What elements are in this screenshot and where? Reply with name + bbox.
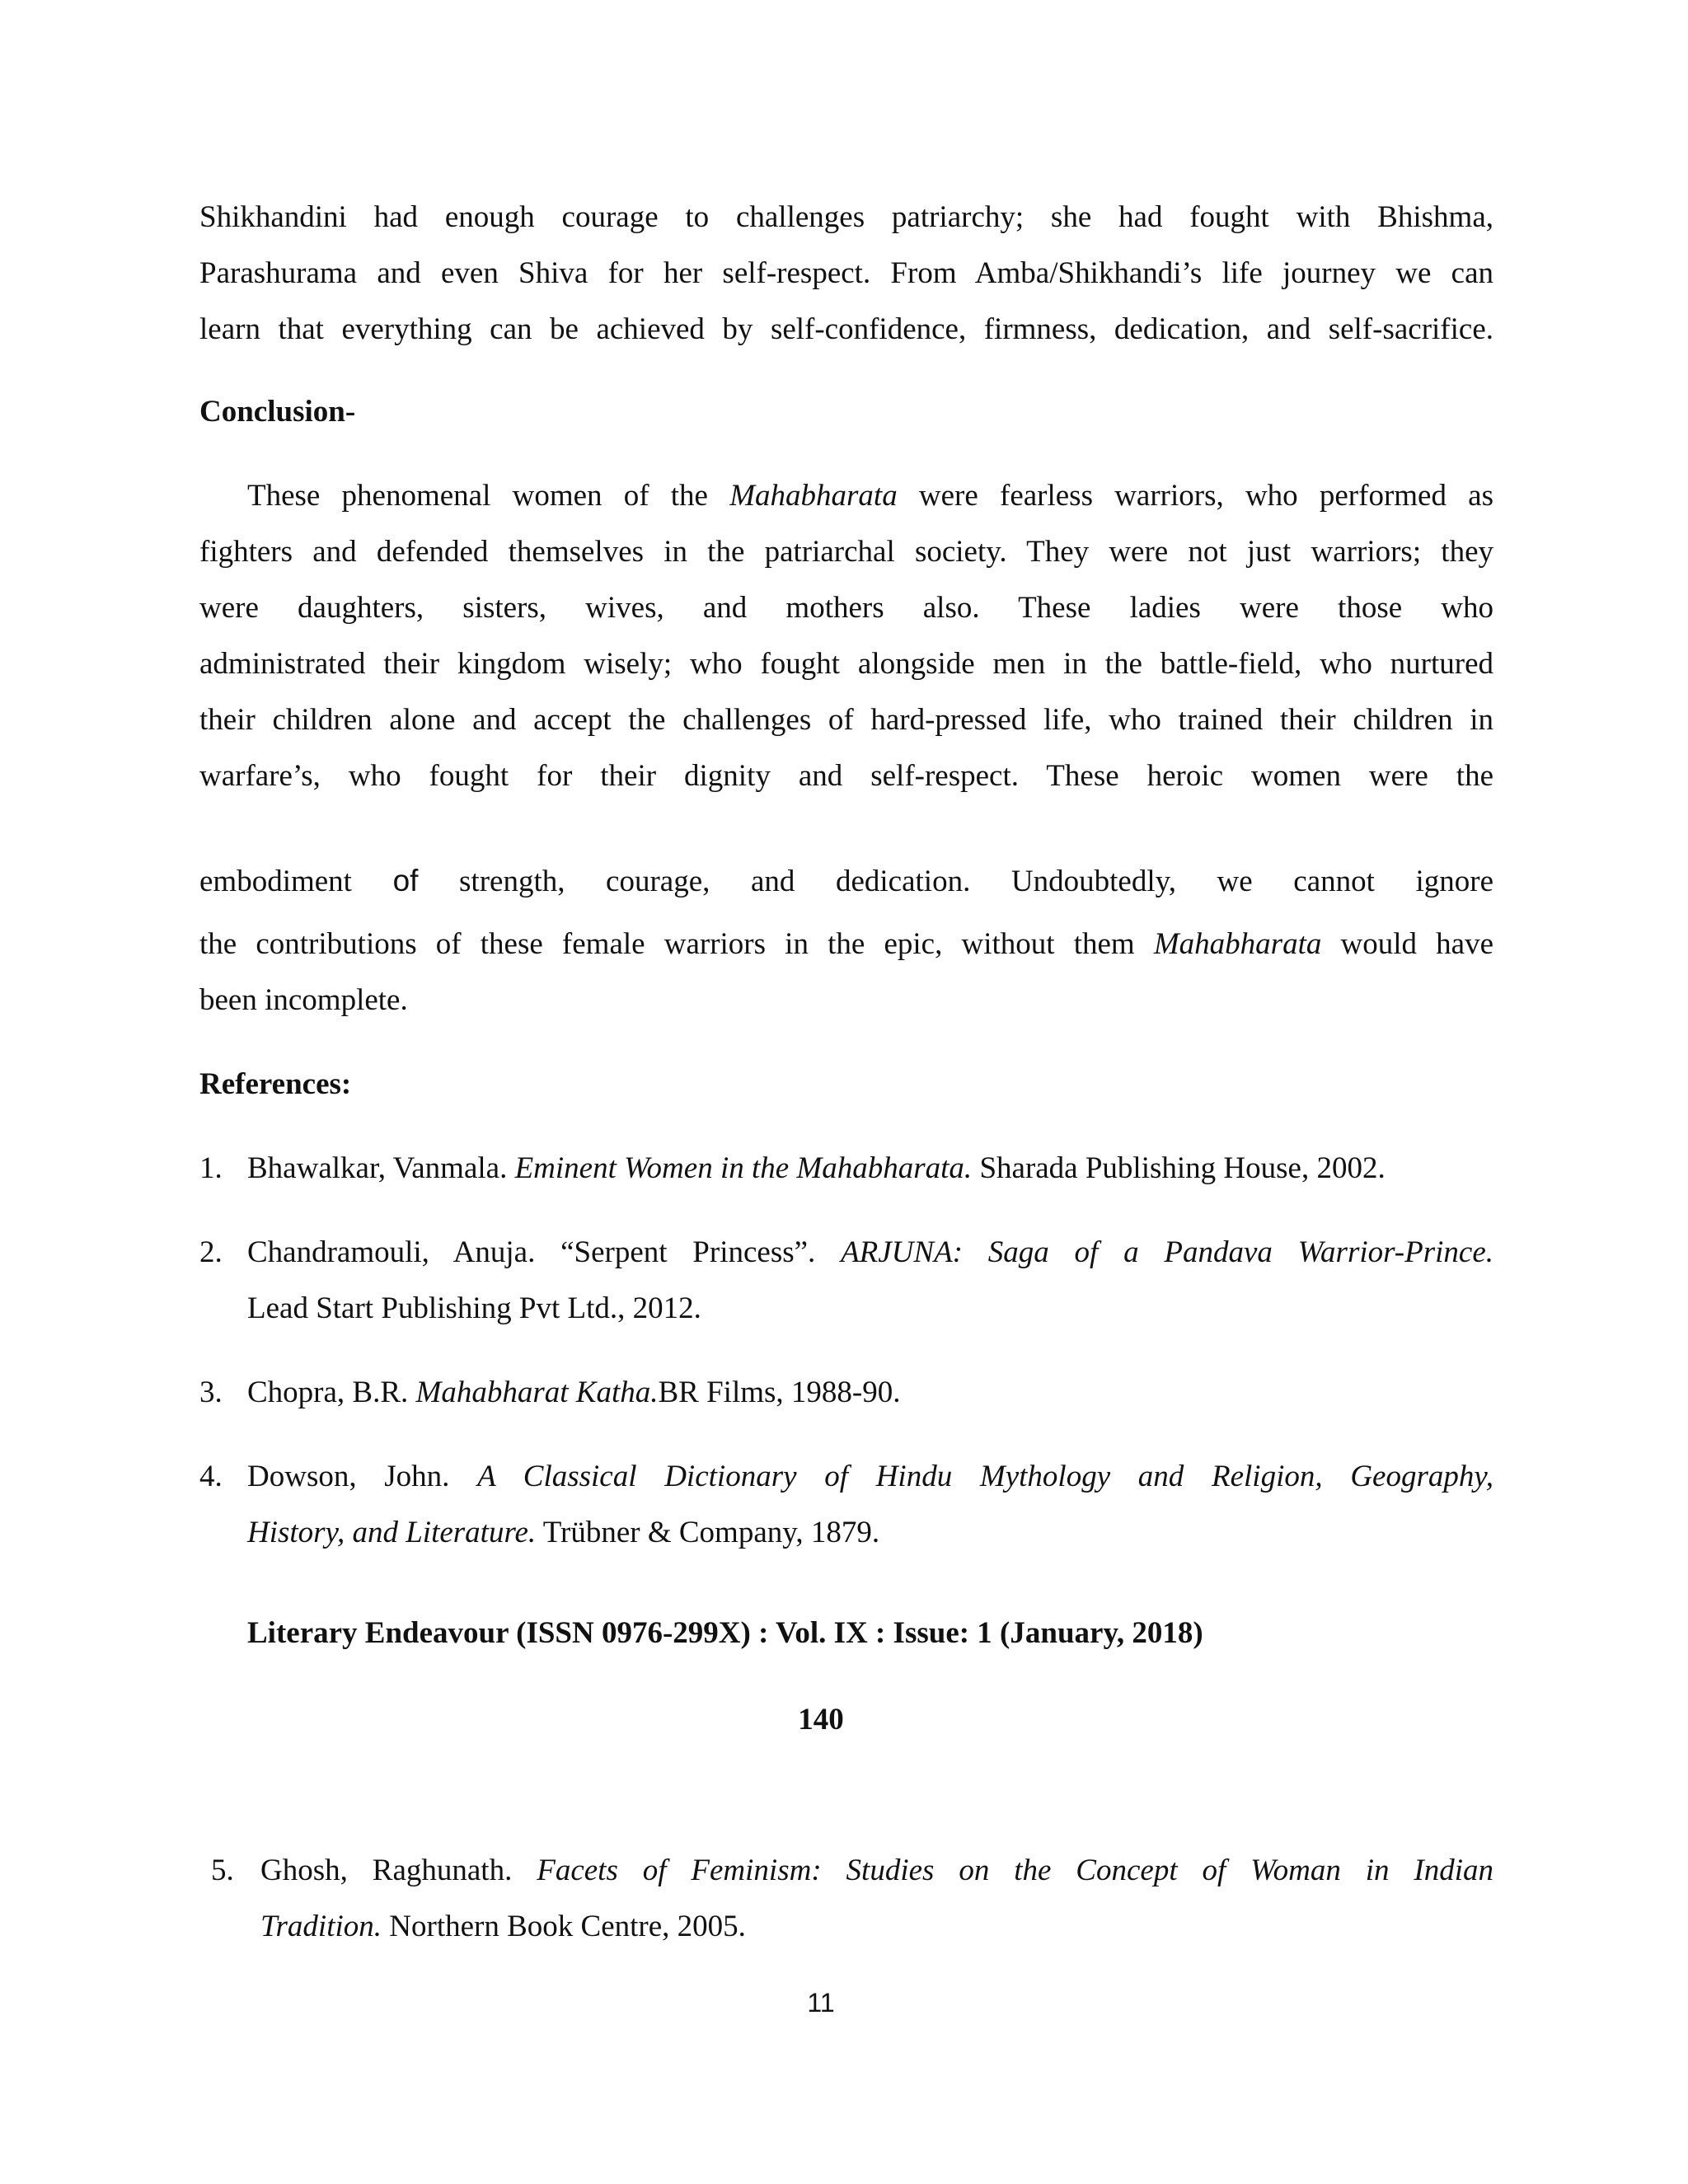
conclusion-line-7-text — [199, 864, 1493, 899]
conclusion-line-7 — [199, 864, 1493, 899]
epic-title: Mahabharata — [729, 479, 898, 513]
intro-line-2 — [199, 255, 1493, 291]
reference-5 — [260, 1853, 1493, 1888]
journal-citation: Literary Endeavour (ISSN 0976-299X) : Vol. IX : Issue: 1 (January, 2018) — [247, 1616, 1203, 1650]
conclusion-line-4 — [199, 646, 1493, 682]
intro-line-3 — [199, 312, 1493, 347]
conclusion-line-9-text: been incomplete. — [199, 983, 408, 1017]
reference-4 — [247, 1459, 1493, 1494]
reference-number: 1. — [199, 1151, 223, 1185]
page-number: 11 — [807, 1988, 835, 2018]
conclusion-line-3 — [199, 590, 1493, 626]
epic-title: Mahabharata — [1153, 927, 1322, 961]
conclusion-text: would have — [1321, 927, 1493, 961]
reference-author: Chopra, B.R. — [247, 1376, 416, 1409]
reference-1 — [247, 1151, 1386, 1186]
reference-number: 3. — [199, 1376, 223, 1409]
conclusion-line-4-text: administrated their kingdom wisely; who fought alongside men in the battle-field, who nurtured — [199, 647, 1493, 681]
intro-line-1-text: Shikhandini had enough courage to challenges patriarchy; she had fought with Bhishma, — [199, 200, 1493, 234]
reference-author: Dowson, John. — [247, 1460, 478, 1493]
reference-title: Mahabharat Katha. — [415, 1376, 659, 1409]
conclusion-line-2 — [199, 534, 1493, 569]
conclusion-line-6-text: warfare’s, who fought for their dignity and self-respect. These heroic women were the — [199, 759, 1493, 793]
reference-title: Facets of Feminism: Studies on the Concept of Woman in Indian — [537, 1854, 1493, 1887]
reference-title: ARJUNA: Saga of a Pandava Warrior-Prince. — [841, 1235, 1493, 1269]
references-heading: References: — [199, 1067, 352, 1101]
conclusion-text: These phenomenal women of the — [247, 479, 730, 513]
reference-5-line-2 — [260, 1909, 746, 1944]
reference-number: 4. — [199, 1460, 223, 1493]
conclusion-line-3-text: were daughters, sisters, wives, and mothers also. These ladies were those who — [199, 591, 1493, 625]
reference-5-line-1 — [260, 1853, 1493, 1888]
conclusion-text: the contributions of these female warriors in the epic, without them — [199, 927, 1154, 961]
reference-2-line-2: Lead Start Publishing Pvt Ltd., 2012. — [247, 1291, 701, 1325]
conclusion-line-5-text: their children alone and accept the challenges of hard-pressed life, who trained their children in — [199, 703, 1493, 737]
reference-publisher: Northern Book Centre, 2005. — [382, 1910, 746, 1943]
conclusion-line-8-text — [199, 926, 1493, 962]
reference-publisher: Sharada Publishing House, 2002. — [972, 1151, 1386, 1185]
reference-author: Ghosh, Raghunath. — [260, 1854, 537, 1887]
reference-publisher: BR Films, 1988-90. — [658, 1376, 901, 1409]
conclusion-heading: Conclusion- — [199, 395, 356, 429]
conclusion-line-1 — [247, 478, 1493, 513]
journal-page-number: 140 — [798, 1703, 844, 1736]
intro-line-1 — [199, 199, 1493, 235]
reference-title: Tradition. — [260, 1910, 382, 1943]
conclusion-text: embodiment — [199, 865, 352, 898]
reference-title: History, and Literature. — [247, 1516, 537, 1549]
reference-number: 2. — [199, 1235, 223, 1269]
conclusion-line-2-text: fighters and defended themselves in the patriarchal society. They were not just warriors; they — [199, 535, 1493, 569]
conclusion-text: of — [392, 864, 419, 898]
reference-author: Bhawalkar, Vanmala. — [247, 1151, 515, 1185]
conclusion-line-1-text — [247, 478, 1493, 513]
reference-publisher: Trübner & Company, 1879. — [536, 1516, 880, 1549]
reference-title: A Classical Dictionary of Hindu Mythology and Religion, Geography, — [477, 1460, 1493, 1493]
reference-2-line-1 — [247, 1235, 1493, 1270]
conclusion-text: were fearless warriors, who performed as — [897, 479, 1493, 513]
reference-2 — [247, 1235, 1493, 1270]
reference-4-line-2 — [247, 1515, 879, 1550]
conclusion-text: strength, courage, and dedication. Undoubtedly, we cannot ignore — [459, 865, 1494, 898]
conclusion-line-9 — [199, 982, 1493, 1018]
reference-4-line-1 — [247, 1459, 1493, 1494]
reference-author: Chandramouli, Anuja. “Serpent Princess”. — [247, 1235, 842, 1269]
intro-line-2-text: Parashurama and even Shiva for her self-respect. From Amba/Shikhandi’s life journey we can — [199, 256, 1493, 290]
conclusion-line-5 — [199, 702, 1493, 738]
intro-line-3-text: learn that everything can be achieved by self-confidence, firmness, dedication, and self-sacrifice. — [199, 312, 1493, 346]
conclusion-line-6 — [199, 758, 1493, 794]
reference-3 — [247, 1375, 901, 1410]
conclusion-line-8 — [199, 926, 1493, 962]
reference-number: 5. — [211, 1854, 234, 1887]
reference-title: Eminent Women in the Mahabharata. — [514, 1151, 973, 1185]
